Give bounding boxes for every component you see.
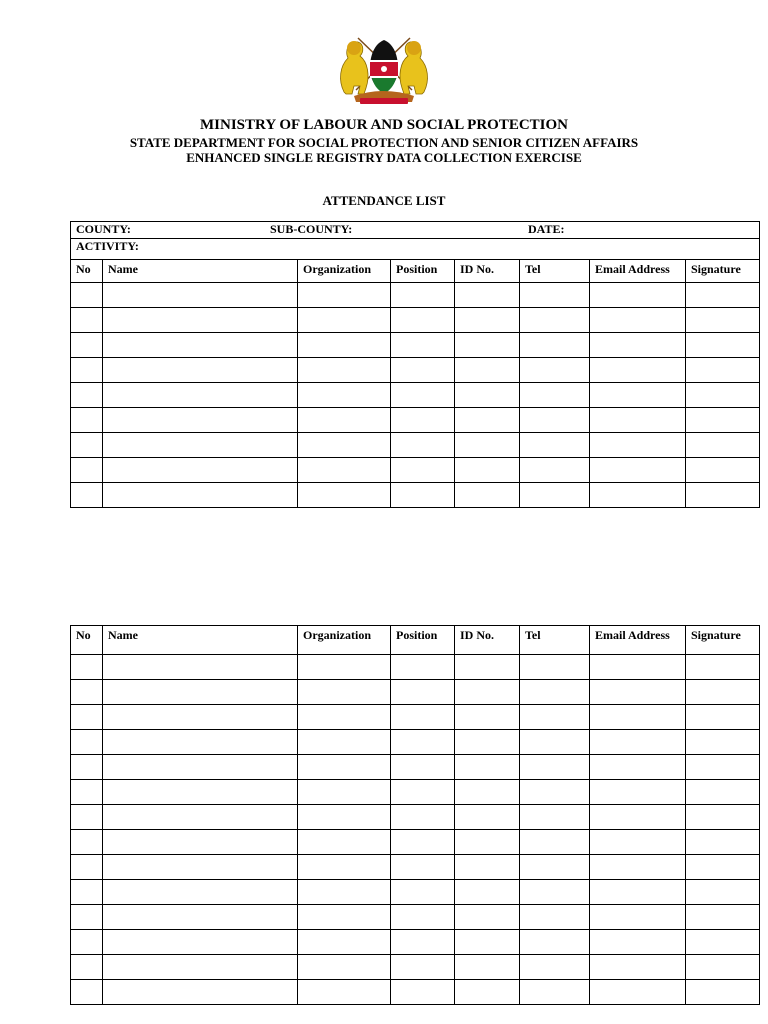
cell-position[interactable] [391, 433, 455, 458]
table-row [71, 458, 760, 483]
cell-organization[interactable] [298, 955, 391, 980]
cell-name[interactable] [103, 483, 298, 508]
cell-id-no[interactable] [455, 358, 520, 383]
cell-position[interactable] [391, 705, 455, 730]
cell-name[interactable] [103, 755, 298, 780]
col-header-position: Position [391, 260, 455, 283]
table-row [71, 433, 760, 458]
cell-position[interactable] [391, 955, 455, 980]
cell-tel[interactable] [520, 333, 590, 358]
cell-no[interactable] [71, 458, 103, 483]
sub-county-label: SUB-COUNTY: [270, 222, 353, 236]
table-2-body [71, 655, 760, 1005]
cell-id-no[interactable] [455, 755, 520, 780]
cell-id-no[interactable] [455, 705, 520, 730]
table-1-header-row [71, 260, 760, 283]
cell-email[interactable] [590, 930, 686, 955]
cell-no[interactable] [71, 705, 103, 730]
cell-tel[interactable] [520, 308, 590, 333]
cell-name[interactable] [103, 705, 298, 730]
cell-signature[interactable] [686, 880, 760, 905]
cell-signature[interactable] [686, 855, 760, 880]
table-1-body [71, 283, 760, 508]
cell-organization[interactable] [298, 855, 391, 880]
cell-id-no[interactable] [455, 905, 520, 930]
cell-email[interactable] [590, 805, 686, 830]
cell-organization[interactable] [298, 358, 391, 383]
cell-email[interactable] [590, 730, 686, 755]
cell-no[interactable] [71, 655, 103, 680]
cell-tel[interactable] [520, 830, 590, 855]
cell-no[interactable] [71, 855, 103, 880]
cell-tel[interactable] [520, 433, 590, 458]
cell-signature[interactable] [686, 980, 760, 1005]
cell-signature[interactable] [686, 705, 760, 730]
cell-no[interactable] [71, 830, 103, 855]
cell-signature[interactable] [686, 655, 760, 680]
cell-position[interactable] [391, 680, 455, 705]
table-row [71, 855, 760, 880]
cell-id-no[interactable] [455, 880, 520, 905]
col-header-id-no: ID No. [455, 260, 520, 283]
info-row-activity [71, 239, 760, 260]
cell-email[interactable] [590, 333, 686, 358]
cell-position[interactable] [391, 855, 455, 880]
table-row [71, 680, 760, 705]
cell-no[interactable] [71, 383, 103, 408]
cell-position[interactable] [391, 408, 455, 433]
cell-no[interactable] [71, 955, 103, 980]
cell-id-no[interactable] [455, 930, 520, 955]
cell-email[interactable] [590, 283, 686, 308]
col-header-email: Email Address [590, 260, 686, 283]
cell-id-no[interactable] [455, 408, 520, 433]
cell-signature[interactable] [686, 333, 760, 358]
cell-id-no[interactable] [455, 655, 520, 680]
table-row [71, 308, 760, 333]
cell-tel[interactable] [520, 930, 590, 955]
table-row [71, 830, 760, 855]
cell-no[interactable] [71, 433, 103, 458]
cell-tel[interactable] [520, 458, 590, 483]
cell-signature[interactable] [686, 358, 760, 383]
cell-email[interactable] [590, 458, 686, 483]
cell-signature[interactable] [686, 283, 760, 308]
attendance-list-title: ATTENDANCE LIST [322, 193, 446, 208]
activity-label: ACTIVITY: [76, 239, 139, 253]
cell-tel[interactable] [520, 283, 590, 308]
cell-organization[interactable] [298, 755, 391, 780]
col-header-name: Name [103, 260, 298, 283]
cell-email[interactable] [590, 383, 686, 408]
cell-no[interactable] [71, 805, 103, 830]
cell-signature[interactable] [686, 730, 760, 755]
cell-no[interactable] [71, 308, 103, 333]
cell-no[interactable] [71, 283, 103, 308]
col-header-id-no: ID No. [455, 626, 520, 655]
cell-position[interactable] [391, 905, 455, 930]
table-row [71, 755, 760, 780]
cell-signature[interactable] [686, 383, 760, 408]
cell-position[interactable] [391, 755, 455, 780]
date-label: DATE: [528, 222, 565, 236]
cell-id-no[interactable] [455, 283, 520, 308]
cell-tel[interactable] [520, 655, 590, 680]
cell-organization[interactable] [298, 805, 391, 830]
cell-signature[interactable] [686, 830, 760, 855]
col-header-email: Email Address [590, 626, 686, 655]
col-header-name: Name [103, 626, 298, 655]
cell-name[interactable] [103, 408, 298, 433]
table-row [71, 980, 760, 1005]
cell-tel[interactable] [520, 680, 590, 705]
cell-organization[interactable] [298, 483, 391, 508]
exercise-title: ENHANCED SINGLE REGISTRY DATA COLLECTION EXERCISE [186, 150, 582, 165]
cell-tel[interactable] [520, 955, 590, 980]
cell-position[interactable] [391, 383, 455, 408]
cell-name[interactable] [103, 855, 298, 880]
cell-organization[interactable] [298, 333, 391, 358]
cell-tel[interactable] [520, 705, 590, 730]
cell-organization[interactable] [298, 705, 391, 730]
cell-tel[interactable] [520, 980, 590, 1005]
table-row [71, 930, 760, 955]
cell-name[interactable] [103, 655, 298, 680]
cell-tel[interactable] [520, 408, 590, 433]
cell-id-no[interactable] [455, 980, 520, 1005]
ministry-title: MINISTRY OF LABOUR AND SOCIAL PROTECTION [200, 117, 568, 133]
table-row [71, 408, 760, 433]
table-row [71, 705, 760, 730]
cell-name[interactable] [103, 955, 298, 980]
col-header-organization: Organization [298, 260, 391, 283]
cell-id-no[interactable] [455, 433, 520, 458]
table-row [71, 283, 760, 308]
cell-name[interactable] [103, 830, 298, 855]
cell-signature[interactable] [686, 408, 760, 433]
cell-organization[interactable] [298, 408, 391, 433]
cell-position[interactable] [391, 830, 455, 855]
cell-position[interactable] [391, 458, 455, 483]
cell-email[interactable] [590, 755, 686, 780]
cell-name[interactable] [103, 433, 298, 458]
cell-email[interactable] [590, 955, 686, 980]
cell-id-no[interactable] [455, 308, 520, 333]
cell-signature[interactable] [686, 483, 760, 508]
cell-name[interactable] [103, 980, 298, 1005]
cell-organization[interactable] [298, 283, 391, 308]
cell-name[interactable] [103, 458, 298, 483]
table-row [71, 780, 760, 805]
cell-name[interactable] [103, 905, 298, 930]
cell-tel[interactable] [520, 805, 590, 830]
cell-id-no[interactable] [455, 730, 520, 755]
cell-email[interactable] [590, 483, 686, 508]
cell-email[interactable] [590, 358, 686, 383]
cell-tel[interactable] [520, 905, 590, 930]
cell-position[interactable] [391, 283, 455, 308]
cell-position[interactable] [391, 655, 455, 680]
cell-no[interactable] [71, 680, 103, 705]
cell-no[interactable] [71, 408, 103, 433]
cell-organization[interactable] [298, 730, 391, 755]
cell-tel[interactable] [520, 383, 590, 408]
table-row [71, 805, 760, 830]
cell-organization[interactable] [298, 780, 391, 805]
cell-name[interactable] [103, 283, 298, 308]
cell-no[interactable] [71, 358, 103, 383]
cell-name[interactable] [103, 780, 298, 805]
cell-name[interactable] [103, 730, 298, 755]
table-row [71, 955, 760, 980]
cell-organization[interactable] [298, 880, 391, 905]
cell-name[interactable] [103, 308, 298, 333]
county-label: COUNTY: [76, 222, 131, 236]
cell-organization[interactable] [298, 383, 391, 408]
cell-email[interactable] [590, 433, 686, 458]
cell-position[interactable] [391, 333, 455, 358]
cell-id-no[interactable] [455, 680, 520, 705]
col-header-no: No [71, 626, 103, 655]
cell-no[interactable] [71, 483, 103, 508]
cell-tel[interactable] [520, 730, 590, 755]
department-title: STATE DEPARTMENT FOR SOCIAL PROTECTION AND SENIOR CITIZEN AFFAIRS [129, 135, 639, 150]
cell-signature[interactable] [686, 955, 760, 980]
cell-id-no[interactable] [455, 780, 520, 805]
col-header-signature: Signature [686, 626, 760, 655]
cell-position[interactable] [391, 358, 455, 383]
cell-email[interactable] [590, 408, 686, 433]
cell-position[interactable] [391, 880, 455, 905]
cell-tel[interactable] [520, 358, 590, 383]
cell-organization[interactable] [298, 930, 391, 955]
table-2-header-row [71, 626, 760, 655]
cell-tel[interactable] [520, 755, 590, 780]
col-header-no: No [71, 260, 103, 283]
cell-no[interactable] [71, 930, 103, 955]
cell-id-no[interactable] [455, 458, 520, 483]
cell-signature[interactable] [686, 308, 760, 333]
table-row [71, 655, 760, 680]
cell-organization[interactable] [298, 655, 391, 680]
cell-position[interactable] [391, 930, 455, 955]
cell-signature[interactable] [686, 755, 760, 780]
col-header-signature: Signature [686, 260, 760, 283]
attendance-table-1 [70, 221, 760, 508]
cell-tel[interactable] [520, 483, 590, 508]
info-row-location [71, 222, 760, 239]
cell-tel[interactable] [520, 880, 590, 905]
cell-organization[interactable] [298, 458, 391, 483]
cell-name[interactable] [103, 680, 298, 705]
cell-position[interactable] [391, 308, 455, 333]
cell-signature[interactable] [686, 905, 760, 930]
table-row [71, 730, 760, 755]
cell-id-no[interactable] [455, 830, 520, 855]
cell-tel[interactable] [520, 780, 590, 805]
cell-position[interactable] [391, 730, 455, 755]
cell-email[interactable] [590, 980, 686, 1005]
cell-id-no[interactable] [455, 333, 520, 358]
cell-email[interactable] [590, 905, 686, 930]
cell-name[interactable] [103, 333, 298, 358]
cell-no[interactable] [71, 905, 103, 930]
table-row [71, 358, 760, 383]
cell-name[interactable] [103, 358, 298, 383]
cell-email[interactable] [590, 855, 686, 880]
cell-organization[interactable] [298, 308, 391, 333]
cell-organization[interactable] [298, 905, 391, 930]
cell-signature[interactable] [686, 930, 760, 955]
cell-email[interactable] [590, 705, 686, 730]
cell-signature[interactable] [686, 433, 760, 458]
cell-position[interactable] [391, 980, 455, 1005]
col-header-tel: Tel [520, 626, 590, 655]
cell-no[interactable] [71, 880, 103, 905]
cell-position[interactable] [391, 483, 455, 508]
cell-signature[interactable] [686, 458, 760, 483]
cell-signature[interactable] [686, 805, 760, 830]
coat-of-arms-emblem [330, 30, 438, 106]
cell-organization[interactable] [298, 680, 391, 705]
col-header-tel: Tel [520, 260, 590, 283]
cell-email[interactable] [590, 780, 686, 805]
cell-id-no[interactable] [455, 805, 520, 830]
cell-organization[interactable] [298, 980, 391, 1005]
cell-no[interactable] [71, 755, 103, 780]
cell-name[interactable] [103, 880, 298, 905]
cell-no[interactable] [71, 333, 103, 358]
cell-no[interactable] [71, 730, 103, 755]
cell-email[interactable] [590, 308, 686, 333]
cell-email[interactable] [590, 655, 686, 680]
col-header-organization: Organization [298, 626, 391, 655]
cell-email[interactable] [590, 680, 686, 705]
cell-position[interactable] [391, 805, 455, 830]
table-row [71, 880, 760, 905]
cell-name[interactable] [103, 383, 298, 408]
cell-email[interactable] [590, 830, 686, 855]
col-header-position: Position [391, 626, 455, 655]
cell-position[interactable] [391, 780, 455, 805]
cell-name[interactable] [103, 805, 298, 830]
cell-tel[interactable] [520, 855, 590, 880]
cell-organization[interactable] [298, 433, 391, 458]
cell-signature[interactable] [686, 780, 760, 805]
cell-signature[interactable] [686, 680, 760, 705]
cell-organization[interactable] [298, 830, 391, 855]
cell-id-no[interactable] [455, 855, 520, 880]
cell-id-no[interactable] [455, 383, 520, 408]
cell-id-no[interactable] [455, 955, 520, 980]
cell-no[interactable] [71, 780, 103, 805]
table-row [71, 383, 760, 408]
table-row [71, 905, 760, 930]
table-row [71, 333, 760, 358]
cell-no[interactable] [71, 980, 103, 1005]
cell-email[interactable] [590, 880, 686, 905]
cell-name[interactable] [103, 930, 298, 955]
attendance-table-2 [70, 625, 760, 1005]
table-row [71, 483, 760, 508]
cell-id-no[interactable] [455, 483, 520, 508]
